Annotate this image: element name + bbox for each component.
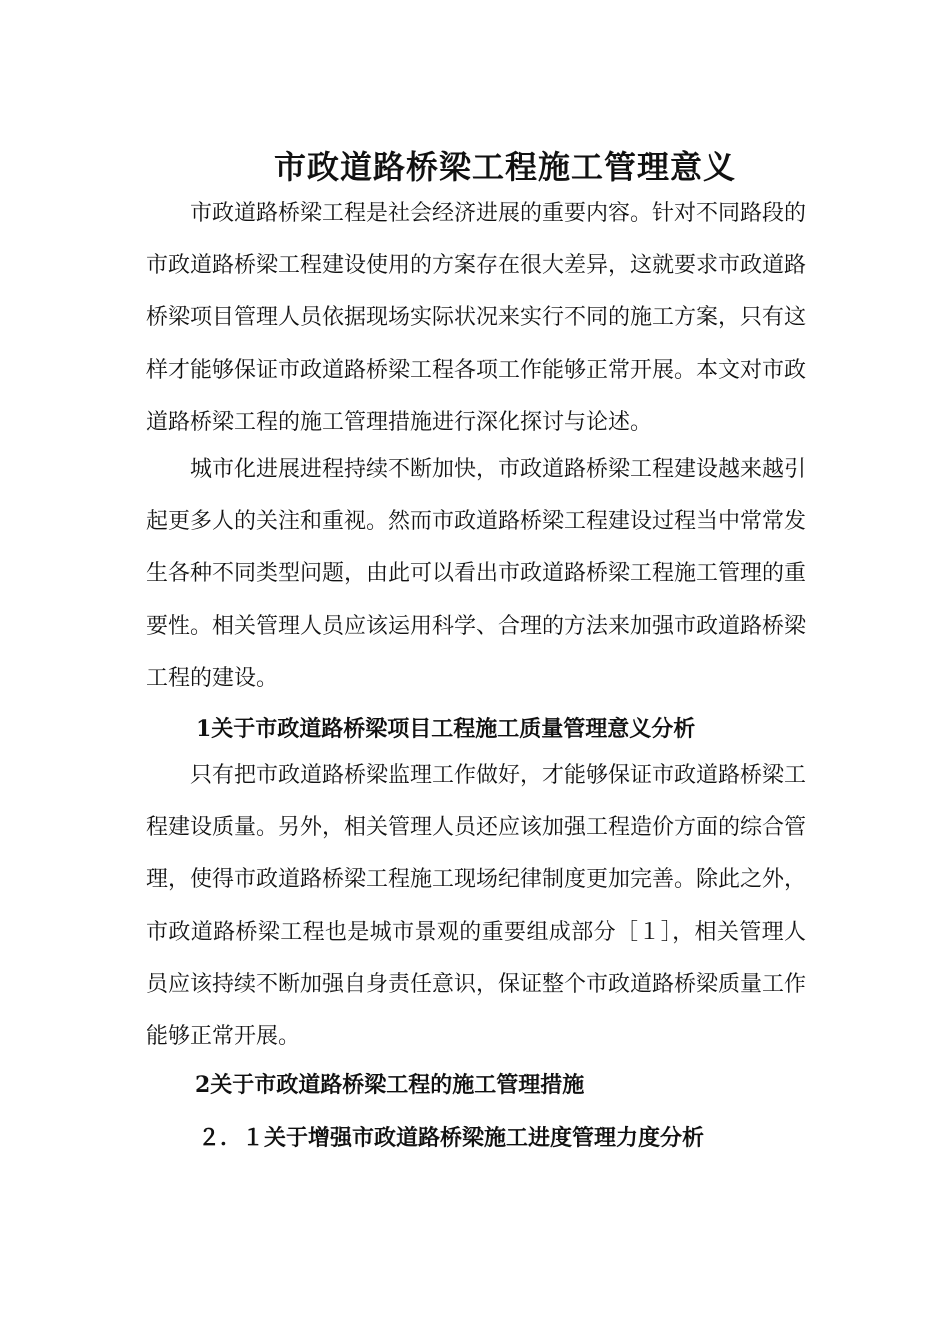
section-1-paragraph: 只有把市政道路桥梁监理工作做好，才能够保证市政道路桥梁工程建设质量。另外，相关管理人员还应该加强工程造价方面的综合管理，使得市政道路桥梁工程施工现场纪律制度更加完善。除此之外，市政道路桥梁工程也是城市景观的重要组成部分［１］，相关管理人员应该持续不断加强自身责任意识，保证整个市政道路桥梁质量工作能够正常开展。 [146, 763, 807, 1050]
section-2-1-heading: ２．１关于增强市政道路桥梁施工进度管理力度分析 [198, 1125, 705, 1151]
section-2-heading: 2关于市政道路桥梁工程的施工管理措施 [195, 1072, 585, 1098]
intro-paragraph: 市政道路桥梁工程是社会经济进展的重要内容。针对不同路段的市政道路桥梁工程建设使用的方案存在很大差异，这就要求市政道路桥梁项目管理人员依据现场实际状况来实行不同的施工方案，只有这样才能够保证市政道路桥梁工程各项工作能够正常开展。本文对市政道路桥梁工程的施工管理措施进行深化探讨与论述。 [146, 201, 807, 435]
page-title: 市政道路桥梁工程施工管理意义 [273, 148, 736, 187]
background-paragraph: 城市化进展进程持续不断加快，市政道路桥梁工程建设越来越引起更多人的关注和重视。然而市政道路桥梁工程建设过程当中常常发生各种不同类型问题，由此可以看出市政道路桥梁工程施工管理的重要性。相关管理人员应该运用科学、合理的方法来加强市政道路桥梁工程的建设。 [146, 457, 807, 691]
section-1-heading: 1关于市政道路桥梁项目工程施工质量管理意义分析 [196, 716, 696, 742]
